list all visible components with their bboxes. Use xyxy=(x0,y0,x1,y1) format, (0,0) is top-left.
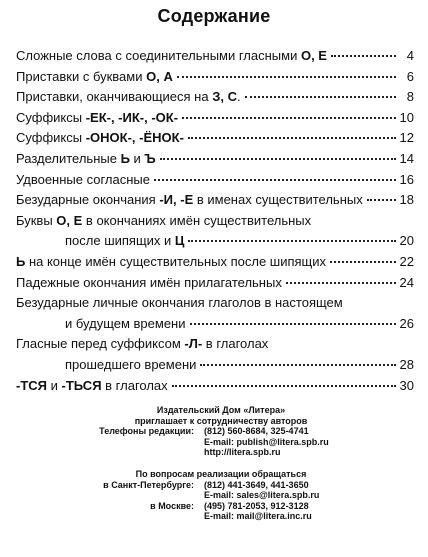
toc-entry-title xyxy=(16,231,184,252)
toc-entry-emphasis: О, Е xyxy=(300,48,327,63)
spb-email-row xyxy=(0,490,428,501)
sales-heading: По вопросам реализации обращаться xyxy=(135,468,307,479)
toc-page-number: 10 xyxy=(399,109,414,125)
toc-entry-emphasis: Ь xyxy=(120,150,130,166)
dot-leader xyxy=(177,76,396,78)
moscow-phones-row xyxy=(0,501,428,512)
toc-page-number: 12 xyxy=(399,130,414,146)
toc-page-number: 16 xyxy=(399,171,414,187)
toc-entry[interactable] xyxy=(16,128,414,149)
dot-leader xyxy=(331,55,396,57)
toc-entry-emphasis: -И, -Е xyxy=(159,192,194,208)
toc-entry-text: в глаголах xyxy=(101,377,168,393)
toc-page-number: 26 xyxy=(399,315,414,331)
dot-leader xyxy=(190,323,396,325)
spb-email[interactable]: E-mail: sales@litera.spb.ru xyxy=(204,490,320,501)
toc-entry-title xyxy=(16,67,173,88)
toc-entry[interactable] xyxy=(16,190,414,211)
dot-leader xyxy=(188,240,395,242)
page-title: Содержание xyxy=(157,6,271,26)
toc-entry-text: и xyxy=(129,150,145,166)
toc-entry[interactable] xyxy=(16,149,414,170)
toc-entry-text: Сложные слова с соединительными гласными xyxy=(16,48,301,63)
moscow-phones: (495) 781-2053, 912-3128 xyxy=(204,500,309,511)
toc-entry-emphasis: -ОНОК-, -ЁНОК- xyxy=(85,130,184,146)
toc-page-number: 4 xyxy=(406,48,414,63)
spb-phones: (812) 441-3649, 441-3650 xyxy=(204,479,309,490)
publisher-imprint xyxy=(0,405,428,522)
toc-entry[interactable] xyxy=(16,46,414,67)
dot-leader xyxy=(286,282,396,284)
toc-entry-title xyxy=(16,190,363,211)
toc-entry[interactable] xyxy=(16,67,414,88)
toc-entry-text: прошедшего времени xyxy=(65,356,197,372)
toc-entry[interactable] xyxy=(16,231,414,252)
toc-entry[interactable] xyxy=(16,170,414,191)
toc-entry-title xyxy=(16,355,196,376)
toc-entry-emphasis: О, Е xyxy=(56,212,83,228)
toc-entry-emphasis: О, А xyxy=(146,68,173,84)
toc-entry-title xyxy=(16,128,184,149)
toc-entry-text: Буквы xyxy=(16,212,57,228)
toc-page-number: 18 xyxy=(399,192,414,208)
toc-entry[interactable] xyxy=(16,376,414,397)
toc-entry-title xyxy=(16,334,268,355)
toc-entry[interactable] xyxy=(16,293,414,314)
editorial-site-link[interactable]: http://litera.spb.ru xyxy=(204,447,281,458)
toc-page-number: 8 xyxy=(406,89,414,105)
toc-entry-title xyxy=(16,314,186,335)
dot-leader xyxy=(188,137,396,139)
toc-page-number: 30 xyxy=(399,377,414,393)
moscow-label: в Москве: xyxy=(150,500,194,511)
toc-entry-text: Разделительные xyxy=(16,150,121,166)
toc-entry[interactable] xyxy=(16,87,414,108)
toc-entry-text: Безударные окончания xyxy=(16,192,160,208)
toc-entry-title xyxy=(16,211,311,232)
publisher-invite: приглашает к сотрудничеству авторов xyxy=(134,415,308,426)
toc-entry[interactable] xyxy=(16,252,414,273)
dot-leader xyxy=(330,261,396,263)
editorial-email-row xyxy=(0,437,428,448)
spb-label: в Санкт-Петербурге: xyxy=(103,479,194,490)
toc-entry-text: Приставки, оканчивающиеся на xyxy=(16,89,213,105)
editorial-site-row xyxy=(0,447,428,458)
toc-entry-title xyxy=(16,273,282,294)
toc-entry[interactable] xyxy=(16,273,414,294)
toc-entry-title xyxy=(16,252,326,273)
toc-entry-text: Суффиксы xyxy=(16,130,86,146)
toc-entry-text: Гласные перед суффиксом xyxy=(16,336,185,352)
toc-entry-emphasis: Ъ xyxy=(144,150,156,166)
dot-leader xyxy=(154,179,396,181)
toc-entry-text: в именах существительных xyxy=(193,192,363,208)
toc-entry-title xyxy=(16,170,150,191)
toc-entry-title xyxy=(16,376,168,397)
editorial-phones-row xyxy=(0,426,428,437)
toc-entry-title xyxy=(16,46,327,67)
toc-entry-emphasis: Ц xyxy=(174,233,185,249)
toc-entry-emphasis: З, С xyxy=(212,89,237,105)
toc-page-number: 20 xyxy=(399,233,414,249)
toc-entry-emphasis: Ь xyxy=(16,253,26,269)
toc-entry[interactable] xyxy=(16,108,414,129)
dot-leader xyxy=(160,158,396,160)
moscow-email[interactable]: E-mail: mail@litera.inc.ru xyxy=(204,511,312,522)
toc-entry-text: в глаголах xyxy=(202,336,269,352)
toc-page-number: 22 xyxy=(399,253,414,269)
toc-page-number: 14 xyxy=(399,150,414,166)
editorial-email[interactable]: E-mail: publish@litera.spb.ru xyxy=(204,436,329,447)
toc-entry-text: Суффиксы xyxy=(16,109,86,125)
toc-entry-title xyxy=(16,149,156,170)
toc-entry-text: Безударные личные окончания глаголов в настоящем xyxy=(16,295,343,311)
toc-entry-title xyxy=(16,108,178,129)
toc-page-number: 6 xyxy=(406,68,414,84)
editorial-phones: (812) 560-8684, 325-4741 xyxy=(204,426,309,437)
dot-leader xyxy=(182,117,395,119)
toc-entry-emphasis: -ТСЯ xyxy=(16,377,48,393)
toc-entry-text: и xyxy=(47,377,62,393)
toc-entry[interactable] xyxy=(16,211,414,232)
toc-entry-text: . xyxy=(236,89,241,105)
toc-entry-text: в окончаниях имён существительных xyxy=(82,212,312,228)
toc-entry-text: и будущем времени xyxy=(65,315,186,331)
toc-entry-text: Удвоенные согласные xyxy=(16,171,150,187)
dot-leader xyxy=(367,199,396,201)
toc-page-number: 24 xyxy=(399,274,414,290)
dot-leader xyxy=(200,364,395,366)
toc-entry-title xyxy=(16,293,343,314)
toc-entry-text: на конце имён существительных после шипящих xyxy=(25,253,327,269)
toc-entry-emphasis: -ТЬСЯ xyxy=(61,377,102,393)
editorial-phones-label: Телефоны редакции: xyxy=(99,426,194,437)
toc-entry-text: после шипящих и xyxy=(65,233,175,249)
toc-entry-title xyxy=(16,87,241,108)
dot-leader xyxy=(172,385,396,387)
toc-entry-text: Приставки с буквами xyxy=(16,68,147,84)
toc-entry[interactable] xyxy=(16,314,414,335)
spb-phones-row xyxy=(0,480,428,491)
toc-page-number: 28 xyxy=(399,356,414,372)
toc-entry-emphasis: -ЕК-, -ИК-, -ОК- xyxy=(85,109,179,125)
dot-leader xyxy=(245,96,396,98)
toc-entry[interactable] xyxy=(16,334,414,355)
publisher-name: Издательский Дом «Литера» xyxy=(156,405,286,415)
toc-entry-text: Падежные окончания имён прилагательных xyxy=(16,274,282,290)
toc-entry-emphasis: -Л- xyxy=(184,336,203,352)
toc-entry[interactable] xyxy=(16,355,414,376)
moscow-email-row xyxy=(0,511,428,522)
table-of-contents xyxy=(16,46,414,396)
